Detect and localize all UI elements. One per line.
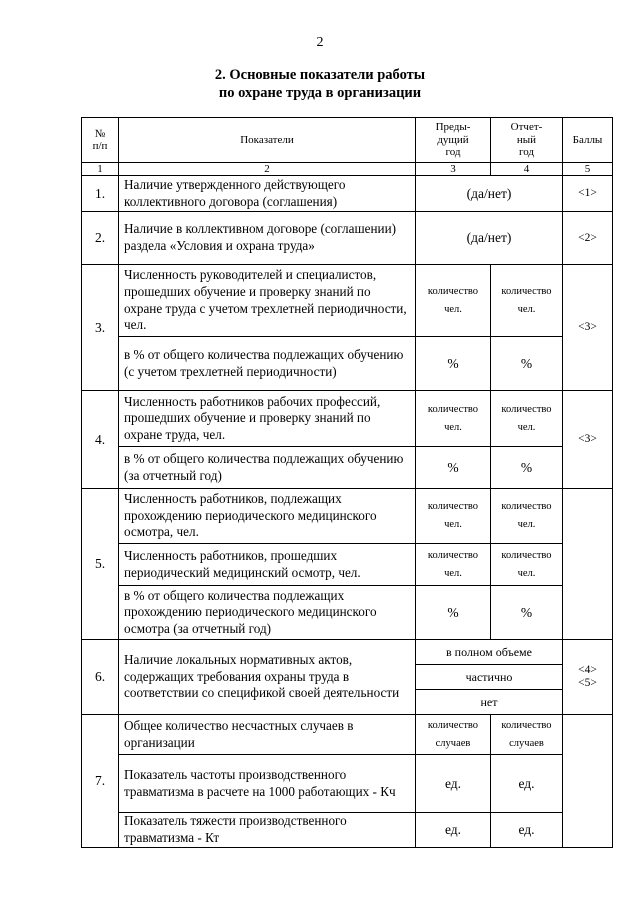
score-cell: <1> — [563, 176, 613, 212]
report-year-cell: количество чел. — [491, 265, 563, 337]
header-report-year: Отчет- ный год — [491, 118, 563, 163]
report-year-cell: количество чел. — [491, 391, 563, 447]
indicator-text: в % от общего количества подлежащих прохождению периодического медицинского осмотра (за отчетный год) — [119, 586, 416, 640]
column-number: 4 — [491, 163, 563, 176]
score-cell: <4> <5> — [563, 640, 613, 715]
value-cell: (да/нет) — [416, 176, 563, 212]
row-number: 7. — [82, 715, 119, 848]
report-year-cell: % — [491, 337, 563, 391]
table-row — [82, 813, 613, 848]
indicator-text: в % от общего количества подлежащих обучению (за отчетный год) — [119, 447, 416, 489]
prev-year-cell: количество случаев — [416, 715, 491, 755]
table-row — [82, 212, 613, 265]
report-year-cell: % — [491, 586, 563, 640]
prev-year-cell: количество чел. — [416, 391, 491, 447]
row-number: 3. — [82, 265, 119, 391]
table-header-row — [82, 118, 613, 163]
table-row — [82, 337, 613, 391]
report-year-cell: ед. — [491, 755, 563, 813]
score-cell — [563, 715, 613, 848]
option-partial: частично — [416, 665, 563, 690]
prev-year-cell: % — [416, 337, 491, 391]
row-number: 4. — [82, 391, 119, 489]
prev-year-cell: ед. — [416, 813, 491, 848]
column-number: 3 — [416, 163, 491, 176]
section-title — [0, 66, 640, 102]
indicator-text: Показатель частоты производственного травматизма в расчете на 1000 работающих - Кч — [119, 755, 416, 813]
prev-year-cell: % — [416, 447, 491, 489]
report-year-cell: ед. — [491, 813, 563, 848]
page-number: 2 — [316, 35, 324, 50]
table-row — [82, 489, 613, 544]
indicator-text: Показатель тяжести производственного травматизма - Кт — [119, 813, 416, 848]
title-line-2: по охране труда в организации — [218, 85, 422, 101]
indicator-text: Наличие локальных нормативных актов, содержащих требования охраны труда в соответствии со спецификой своей деятельности — [119, 640, 416, 715]
table-row — [82, 391, 613, 447]
row-number: 2. — [82, 212, 119, 265]
table-row — [82, 447, 613, 489]
header-indicator: Показатели — [119, 118, 416, 163]
prev-year-cell: количество чел. — [416, 265, 491, 337]
column-number: 2 — [119, 163, 416, 176]
table-row — [82, 755, 613, 813]
indicator-text: Наличие утвержденного действующего коллективного договора (соглашения) — [119, 176, 416, 212]
score-cell — [563, 489, 613, 640]
row-number: 1. — [82, 176, 119, 212]
prev-year-cell: ед. — [416, 755, 491, 813]
column-number: 5 — [563, 163, 613, 176]
value-cell: (да/нет) — [416, 212, 563, 265]
column-number: 1 — [82, 163, 119, 176]
indicator-text: Численность работников, подлежащих прохождению периодического медицинского осмотра, чел. — [119, 489, 416, 544]
report-year-cell: % — [491, 447, 563, 489]
option-full: в полном объеме — [416, 640, 563, 665]
indicators-table — [81, 117, 613, 848]
report-year-cell: количество чел. — [491, 544, 563, 586]
report-year-cell: количество чел. — [491, 489, 563, 544]
indicator-text: Численность работников рабочих профессий, прошедших обучение и проверку знаний по охране труда, чел. — [119, 391, 416, 447]
indicator-text: Общее количество несчастных случаев в организации — [119, 715, 416, 755]
score-cell: <3> — [563, 265, 613, 391]
prev-year-cell: количество чел. — [416, 489, 491, 544]
score-cell: <2> — [563, 212, 613, 265]
indicator-text: в % от общего количества подлежащих обучению (с учетом трехлетней периодичности) — [119, 337, 416, 391]
option-none: нет — [416, 690, 563, 715]
table-row — [82, 544, 613, 586]
header-score: Баллы — [563, 118, 613, 163]
indicator-text: Численность руководителей и специалистов, прошедших обучение и проверку знаний по охране труда с учетом трехлетней периодичности, чел. — [119, 265, 416, 337]
header-num: № п/п — [82, 118, 119, 163]
prev-year-cell: % — [416, 586, 491, 640]
report-year-cell: количество случаев — [491, 715, 563, 755]
header-prev-year: Преды- дущий год — [416, 118, 491, 163]
table-row — [82, 640, 613, 665]
title-line-1: 2. Основные показатели работы — [214, 67, 426, 83]
table-row — [82, 176, 613, 212]
table-row — [82, 715, 613, 755]
table-row — [82, 265, 613, 337]
table-row — [82, 586, 613, 640]
row-number: 5. — [82, 489, 119, 640]
row-number: 6. — [82, 640, 119, 715]
score-cell: <3> — [563, 391, 613, 489]
column-number-row — [82, 163, 613, 176]
prev-year-cell: количество чел. — [416, 544, 491, 586]
indicator-text: Наличие в коллективном договоре (соглашении) раздела «Условия и охрана труда» — [119, 212, 416, 265]
indicator-text: Численность работников, прошедших периодический медицинский осмотр, чел. — [119, 544, 416, 586]
